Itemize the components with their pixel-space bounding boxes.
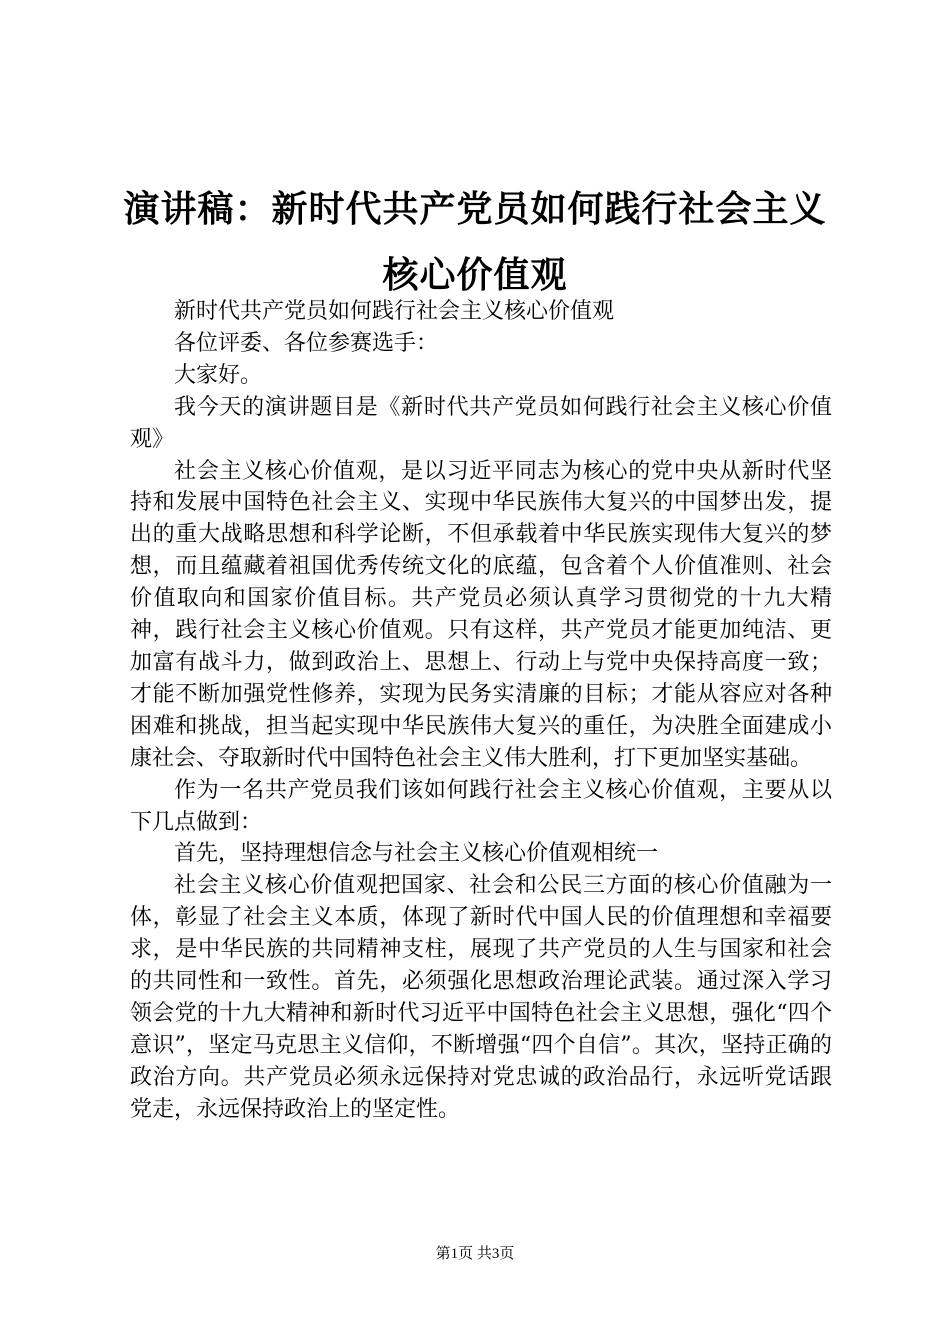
document-title: 演讲稿：新时代共产党员如何践行社会主义核心价值观	[123, 188, 827, 296]
salutation-paragraph: 各位评委、各位参赛选手：	[174, 330, 439, 356]
body-paragraph: 作为一名共产党员我们该如何践行社会主义核心价值观，主要从以下几点做到：	[130, 777, 832, 835]
page-number-footer: 第1页 共3页	[435, 1246, 515, 1262]
section-heading-paragraph: 首先，坚持理想信念与社会主义核心价值观相统一	[174, 841, 659, 867]
body-paragraph: 社会主义核心价值观把国家、社会和公民三方面的核心价值融为一体，彰显了社会主义本质，体现了新时代中国人民的价值理想和幸福要求，是中华民族的共同精神支柱，展现了共产党员的人生与国家和社会的共同性和一致性。首先，必须强化思想政治理论武装。通过深入学习领会党的十九大精神和新时代习近平中国特色社会主义思想，强化“四个意识”，坚定马克思主义信仰，不断增强“四个自信”。其次，坚持正确的政治方向。共产党员必须永远保持对党忠诚的政治品行，永远听党话跟党走，永远保持政治上的坚定性。	[130, 873, 832, 1122]
document-body	[130, 296, 832, 1126]
body-paragraph: 社会主义核心价值观，是以习近平同志为核心的党中央从新时代坚持和发展中国特色社会主义、实现中华民族伟大复兴的中国梦出发，提出的重大战略思想和科学论断，不但承载着中华民族实现伟大复兴的梦想，而且蕴藏着祖国优秀传统文化的底蕴，包含着个人价值准则、社会价值取向和国家价值目标。共产党员必须认真学习贯彻党的十九大精神，践行社会主义核心价值观。只有这样，共产党员才能更加纯洁、更加富有战斗力，做到政治上、思想上、行动上与党中央保持高度一致；才能不断加强党性修养，实现为民务实清廉的目标；才能从容应对各种困难和挑战，担当起实现中华民族伟大复兴的重任，为决胜全面建成小康社会、夺取新时代中国特色社会主义伟大胜利，打下更加坚实基础。	[130, 458, 832, 771]
greeting-paragraph: 大家好。	[174, 362, 263, 388]
topic-paragraph: 我今天的演讲题目是《新时代共产党员如何践行社会主义核心价值观》	[130, 394, 832, 452]
subtitle-paragraph: 新时代共产党员如何践行社会主义核心价值观	[174, 299, 615, 324]
